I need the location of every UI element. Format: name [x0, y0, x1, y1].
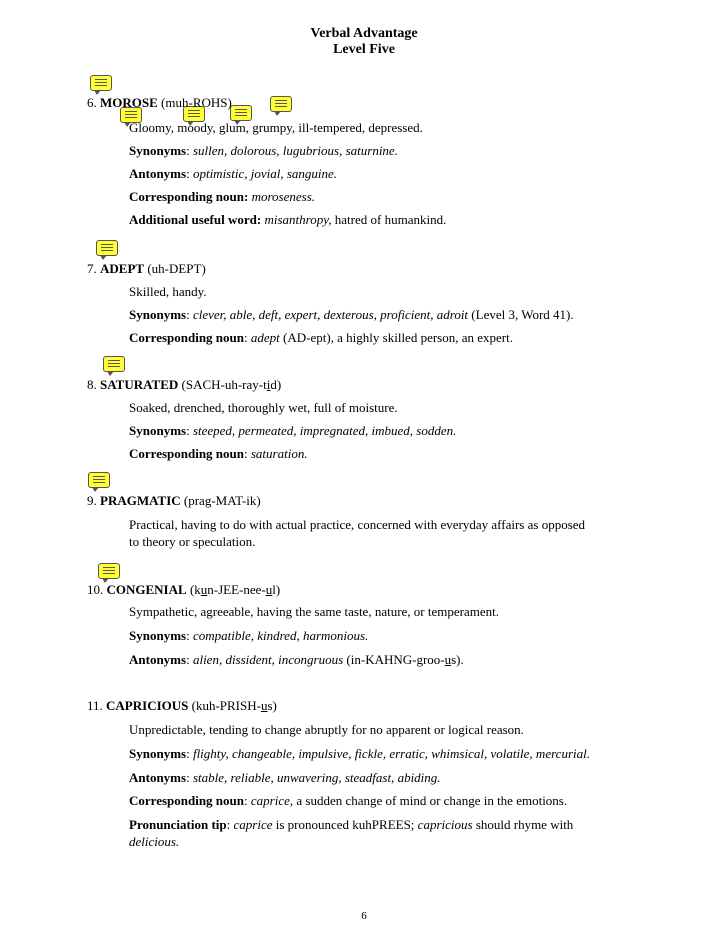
entry-synonyms: Synonyms: flighty, changeable, impulsive, fickle, erratic, whimsical, volatile, mercurial. — [129, 746, 590, 761]
page-number: 6 — [361, 910, 367, 922]
noun-text: caprice, — [250, 793, 294, 808]
comment-icon[interactable] — [270, 96, 292, 112]
entry-noun: Corresponding noun: adept (AD-ept), a highly skilled person, an expert. — [129, 330, 513, 345]
noun-label: Corresponding noun — [129, 793, 244, 808]
entry-antonyms: Antonyms: alien, dissident, incongruous (in-KAHNG-groo-us). — [129, 652, 464, 667]
noun-definition: a sudden change of mind or change in the emotions. — [296, 793, 568, 808]
noun-label: Corresponding noun: — [129, 189, 249, 204]
pron-part: l) — [272, 582, 281, 597]
entry-word: CAPRICIOUS — [106, 698, 189, 713]
entry-synonyms: Synonyms: steeped, permeated, impregnated, imbued, sodden. — [129, 423, 457, 438]
entry-word: MOROSE — [100, 95, 158, 110]
pron-part: n-JEE-nee- — [207, 582, 266, 597]
entry-heading — [87, 261, 206, 277]
noun-label: Corresponding noun — [129, 330, 244, 345]
synonyms-label: Synonyms — [129, 307, 187, 322]
pron-part: s). — [451, 652, 464, 667]
entry-definition: Practical, having to do with actual practice, concerned with everyday affairs as opposed — [129, 517, 586, 532]
antonyms-label: Antonyms — [129, 770, 187, 785]
entry-pronunciation: (prag-MAT-ik) — [183, 493, 261, 508]
entry-additional-word — [129, 212, 446, 228]
comment-icon[interactable] — [230, 105, 252, 121]
pron-part: d) — [270, 377, 282, 392]
entry-heading — [87, 95, 232, 111]
entry-synonyms: Synonyms: sullen, dolorous, lugubrious, saturnine. — [129, 143, 398, 158]
entry-heading — [87, 377, 281, 393]
entry-pronunciation — [190, 582, 280, 597]
synonyms-text: flighty, changeable, impulsive, fickle, erratic, whimsical, volatile, mercurial. — [192, 746, 590, 761]
entry-word: PRAGMATIC — [100, 493, 181, 508]
synonyms-text: compatible, kindred, harmonious. — [192, 628, 369, 643]
synonyms-label: Synonyms — [129, 423, 187, 438]
entry-definition: Soaked, drenched, thoroughly wet, full of moisture. — [129, 400, 398, 415]
synonyms-label: Synonyms — [129, 746, 187, 761]
comment-icon[interactable] — [88, 472, 110, 488]
antonyms-text: stable, reliable, unwavering, steadfast, abiding. — [192, 770, 441, 785]
entry-antonyms: Antonyms: stable, reliable, unwavering, steadfast, abiding. — [129, 770, 441, 785]
entry-number: 7. — [87, 261, 97, 276]
entry-antonyms: Antonyms: optimistic, jovial, sanguine. — [129, 166, 338, 181]
antonyms-label: Antonyms — [129, 652, 187, 667]
comment-icon[interactable] — [96, 240, 118, 256]
pron-part: (in-KAHNG-groo- — [346, 652, 445, 667]
entry-noun: Corresponding noun: caprice, a sudden change of mind or change in the emotions. — [129, 793, 568, 808]
entry-pronunciation: (muh-ROHS) — [161, 95, 232, 110]
document-subtitle: Level Five — [333, 42, 395, 57]
entry-word: ADEPT — [100, 261, 145, 276]
antonyms-text: alien, dissident, incongruous — [192, 652, 344, 667]
tip-text: should rhyme with — [475, 817, 574, 832]
entry-pronunciation — [192, 698, 277, 713]
tip-text: is pronounced kuhPREES; — [275, 817, 415, 832]
synonyms-label: Synonyms — [129, 628, 187, 643]
comment-icon[interactable] — [103, 356, 125, 372]
entry-pronunciation-tip: Pronunciation tip: caprice is pronounced kuhPREES; capricious should rhyme with — [129, 817, 574, 832]
entry-definition: Skilled, handy. — [129, 284, 207, 299]
entry-number: 9. — [87, 493, 97, 508]
entry-word: SATURATED — [100, 377, 179, 392]
tip-word: delicious. — [129, 834, 180, 849]
entry-definition: Gloomy, moody, glum, grumpy, ill-tempered, depressed. — [129, 120, 423, 135]
tip-label: Pronunciation tip — [129, 817, 227, 832]
tip-word: capricious — [417, 817, 473, 832]
pron-underlined: u — [200, 582, 208, 597]
additional-word: misanthropy, — [264, 212, 332, 227]
pron-underlined: u — [265, 582, 273, 597]
entry-heading — [87, 582, 280, 598]
entry-pronunciation-tip-cont — [129, 834, 179, 850]
noun-label: Corresponding noun — [129, 446, 244, 461]
noun-text: saturation. — [250, 446, 308, 461]
synonyms-text: steeped, permeated, impregnated, imbued, sodden. — [192, 423, 457, 438]
entry-noun: Corresponding noun: saturation. — [129, 446, 308, 461]
entry-number: 10. — [87, 582, 104, 597]
entry-number: 6. — [87, 95, 97, 110]
pron-underlined: i — [266, 377, 271, 392]
pron-underlined: u — [444, 652, 452, 667]
entry-number: 8. — [87, 377, 97, 392]
comment-icon[interactable] — [98, 563, 120, 579]
entry-synonyms: Synonyms: compatible, kindred, harmonious. — [129, 628, 369, 643]
pron-part: s) — [267, 698, 277, 713]
tip-word: caprice — [233, 817, 273, 832]
entry-pronunciation — [182, 377, 282, 392]
entry-heading — [87, 493, 261, 509]
noun-text: adept — [250, 330, 280, 345]
comment-icon[interactable] — [90, 75, 112, 91]
antonyms-text: optimistic, jovial, sanguine. — [192, 166, 338, 181]
additional-definition: hatred of humankind. — [334, 212, 447, 227]
noun-definition: (AD-ept), a highly skilled person, an expert. — [283, 330, 513, 345]
synonyms-text: sullen, dolorous, lugubrious, saturnine. — [192, 143, 398, 158]
entry-definition: Sympathetic, agreeable, having the same taste, nature, or temperament. — [129, 604, 499, 619]
document-title: Verbal Advantage — [310, 26, 418, 41]
additional-label: Additional useful word: — [129, 212, 262, 227]
entry-word: CONGENIAL — [106, 582, 187, 597]
synonyms-note: (Level 3, Word 41). — [471, 307, 574, 322]
antonyms-label: Antonyms — [129, 166, 187, 181]
pron-part: (kuh-PRISH- — [191, 698, 261, 713]
entry-heading — [87, 698, 277, 714]
pron-part: (k — [189, 582, 201, 597]
entry-number: 11. — [87, 698, 103, 713]
pron-part: (SACH-uh-ray-t — [181, 377, 267, 392]
entry-noun — [129, 189, 315, 205]
entry-definition-cont: to theory or speculation. — [129, 534, 256, 549]
entry-synonyms: Synonyms: clever, able, deft, expert, dexterous, proficient, adroit (Level 3, Word 41). — [129, 307, 574, 322]
entry-definition: Unpredictable, tending to change abruptly for no apparent or logical reason. — [129, 722, 524, 737]
noun-text: moroseness. — [251, 189, 316, 204]
entry-pronunciation: (uh-DEPT) — [147, 261, 206, 276]
synonyms-text: clever, able, deft, expert, dexterous, proficient, adroit — [192, 307, 469, 322]
synonyms-label: Synonyms — [129, 143, 187, 158]
pron-underlined: u — [260, 698, 268, 713]
